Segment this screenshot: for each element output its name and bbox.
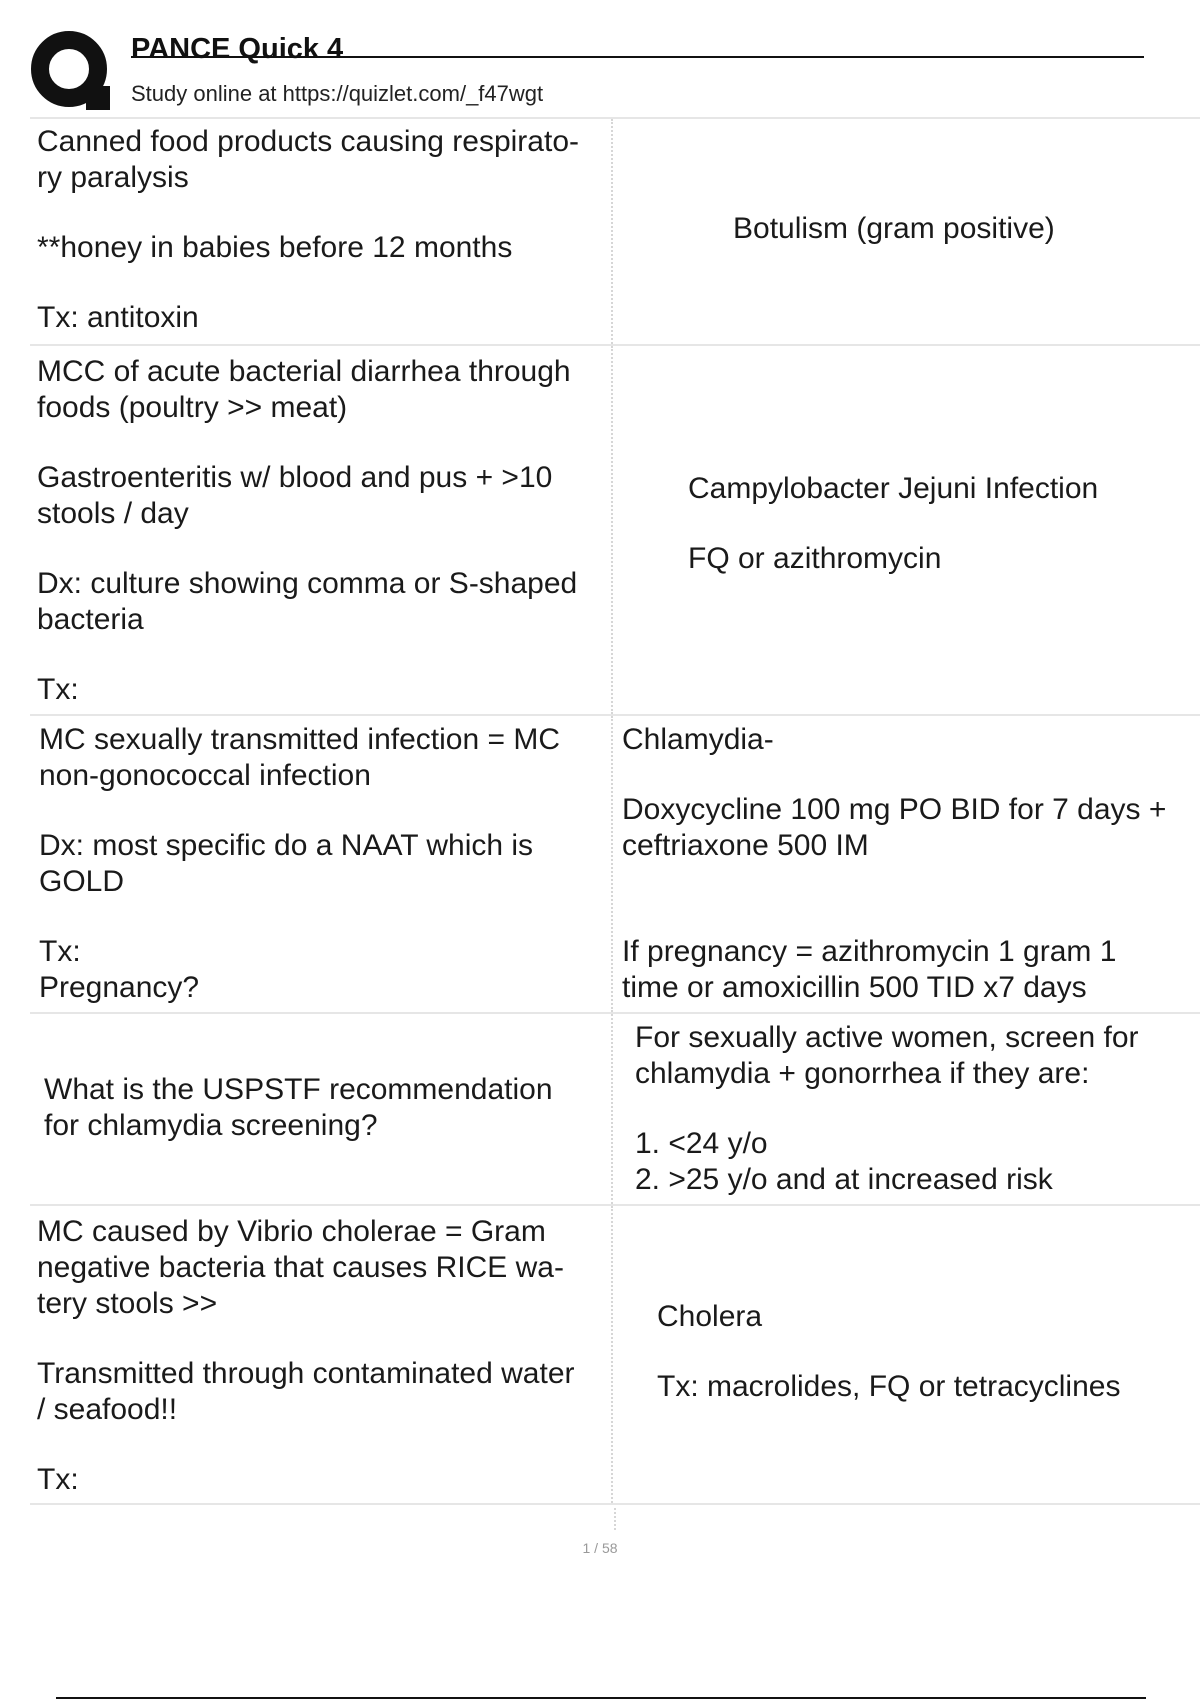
card-term (30, 119, 613, 344)
term-paragraph: What is the USPSTF recommendation for chlamydia screening? (44, 1073, 553, 1142)
card-definition (613, 119, 1200, 344)
term-paragraph: MC sexually transmitted infection = MC non-gonococcal infection (39, 723, 561, 792)
card-definition (613, 1206, 1200, 1503)
card-definition (613, 1014, 1200, 1204)
card-term (30, 1206, 613, 1503)
definition-paragraph: Tx: macrolides, FQ or tetracyclines (657, 1370, 1121, 1403)
term-paragraph: Dx: most specific do a NAAT which is GOLD (39, 829, 534, 898)
definition-paragraph: Cholera (657, 1300, 763, 1333)
page-divider-tick (614, 1508, 616, 1530)
definition-paragraph: Botulism (gram positive) (733, 212, 1055, 245)
term-paragraph: Canned food products causing respirato- ry paralysis (37, 125, 579, 194)
term-paragraph: **honey in babies before 12 months (37, 231, 513, 264)
term-paragraph: Gastroenteritis w/ blood and pus + >10 stools / day (37, 461, 553, 530)
flashcard (30, 346, 1200, 716)
term-paragraph: Dx: culture showing comma or S-shaped bacteria (37, 567, 578, 636)
flashcard (30, 1014, 1200, 1206)
term-paragraph: Tx: Pregnancy? (39, 935, 200, 1004)
term-paragraph: Tx: antitoxin (37, 301, 199, 334)
page-header (30, 30, 1145, 115)
term-paragraph: MC caused by Vibrio cholerae = Gram negative bacteria that causes RICE wa- tery stools >> (37, 1215, 564, 1320)
definition-paragraph: Chlamydia- (622, 723, 774, 756)
card-definition (613, 716, 1200, 1012)
flashcard (30, 1206, 1200, 1505)
title-underline (131, 56, 1144, 58)
card-term (30, 346, 613, 714)
study-online-link-text: Study online at https://quizlet.com/_f47wgt (131, 81, 544, 106)
card-definition (613, 346, 1200, 714)
definition-paragraph: For sexually active women, screen for chlamydia + gonorrhea if they are: (635, 1021, 1139, 1090)
definition-paragraph: If pregnancy = azithromycin 1 gram 1 time or amoxicillin 500 TID x7 days (622, 935, 1117, 1004)
definition-paragraph: 1. <24 y/o 2. >25 y/o and at increased risk (635, 1127, 1053, 1196)
card-term (30, 1014, 613, 1204)
term-paragraph: Tx: (37, 1463, 79, 1496)
term-paragraph: MCC of acute bacterial diarrhea through foods (poultry >> meat) (37, 355, 571, 424)
definition-paragraph: Doxycycline 100 mg PO BID for 7 days + ceftriaxone 500 IM (622, 793, 1167, 862)
definition-paragraph: Campylobacter Jejuni Infection (688, 472, 1099, 505)
flashcard-list (30, 117, 1200, 1505)
flashcard (30, 119, 1200, 346)
quizlet-q-logo-icon (30, 30, 112, 112)
term-paragraph: Transmitted through contaminated water / seafood!! (37, 1357, 575, 1426)
term-paragraph: Tx: (37, 673, 79, 706)
flashcard (30, 716, 1200, 1014)
document-title: PANCE Quick 4 (131, 33, 344, 65)
page-number: 1 / 58 (582, 1540, 618, 1556)
definition-paragraph: FQ or azithromycin (688, 542, 942, 575)
card-term (30, 716, 613, 1012)
footer-rule (56, 1697, 1146, 1699)
